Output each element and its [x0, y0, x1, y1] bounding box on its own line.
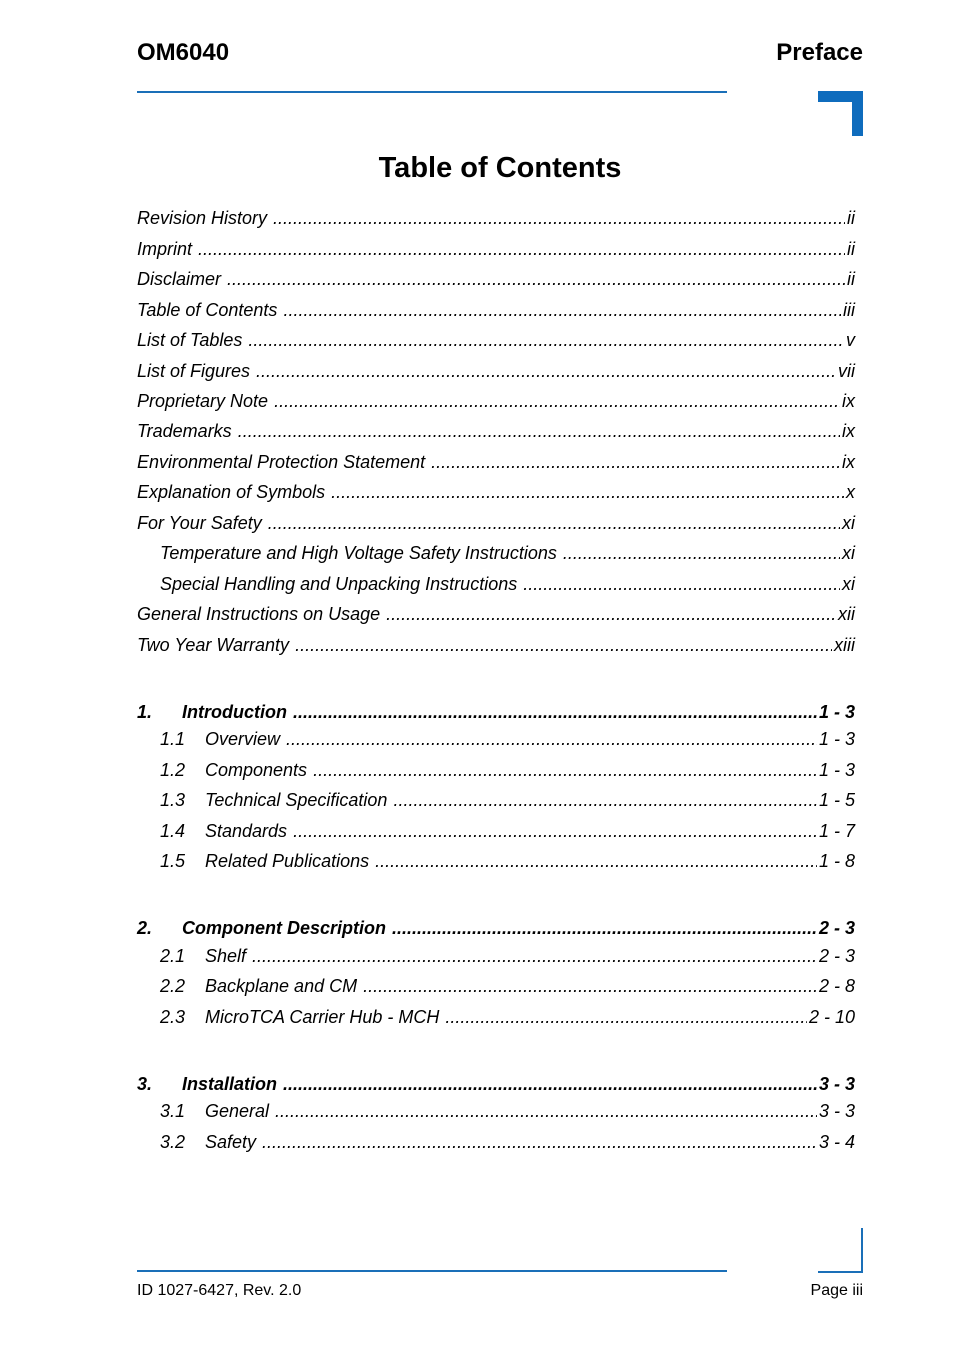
toc-entry-label: General: [205, 1101, 270, 1121]
toc-entry-label: For Your Safety: [137, 513, 262, 533]
toc-dot-leader: [375, 849, 817, 873]
toc-entry-number: 2.3: [160, 1007, 186, 1027]
toc-entry-page: xiii: [834, 635, 855, 655]
toc-entry-label: Safety: [205, 1132, 257, 1152]
toc-entry-label: Two Year Warranty: [137, 635, 290, 655]
toc-entry-label: Revision History: [137, 208, 268, 228]
toc-entry-label: Explanation of Symbols: [137, 482, 326, 502]
toc-dot-leader: [252, 944, 817, 968]
toc-entry-page: 2 - 3: [818, 946, 855, 966]
toc-entry-label: List of Tables: [137, 330, 243, 350]
toc-chapter-entry[interactable]: [137, 1072, 855, 1096]
toc-entry-page: xi: [842, 574, 855, 594]
toc-dot-leader: [273, 206, 845, 230]
toc-dot-leader: [523, 572, 840, 596]
toc-entry-number: 1.2: [160, 760, 186, 780]
corner-mark-top: [818, 91, 863, 136]
toc-entry[interactable]: [137, 541, 855, 565]
toc-section-entry[interactable]: [137, 1005, 855, 1029]
toc-section-entry[interactable]: [137, 1099, 855, 1123]
toc-entry[interactable]: [137, 480, 855, 504]
toc-entry-page: 2 - 8: [818, 976, 855, 996]
toc-entry-page: ix: [842, 421, 855, 441]
toc-entry-label: Imprint: [137, 239, 193, 259]
toc-entry-number: 1.5: [160, 851, 186, 871]
toc-entry[interactable]: [137, 267, 855, 291]
toc-entry-number: 1.: [137, 702, 153, 722]
toc-chapter-entry[interactable]: [137, 916, 855, 940]
header-section-name: Preface: [776, 39, 863, 66]
toc-entry[interactable]: [137, 450, 855, 474]
toc-entry[interactable]: [137, 572, 855, 596]
toc-dot-leader: [274, 389, 840, 413]
toc-entry-label: Table of Contents: [137, 300, 278, 320]
toc-entry-page: iii: [843, 300, 855, 320]
toc-section-entry[interactable]: [137, 819, 855, 843]
toc-entry-label: List of Figures: [137, 361, 251, 381]
toc-chapter-entry[interactable]: [137, 700, 855, 724]
toc-entry-number: 1.4: [160, 821, 186, 841]
toc-entry-page: v: [846, 330, 855, 350]
toc-entry-label: Disclaimer: [137, 269, 222, 289]
header-rule: [137, 91, 727, 93]
toc-entry-page: xi: [842, 513, 855, 533]
toc-entry-page: 1 - 3: [818, 760, 855, 780]
toc-dot-leader: [283, 1072, 817, 1096]
toc-entry-label: Proprietary Note: [137, 391, 269, 411]
toc-entry-page: x: [846, 482, 855, 502]
toc-entry-label: Introduction: [182, 702, 287, 722]
toc-entry-page: 3 - 4: [818, 1132, 855, 1152]
toc-entry[interactable]: [137, 359, 855, 383]
toc-entry-label: Installation: [182, 1074, 278, 1094]
toc-entry-page: xi: [842, 543, 855, 563]
toc-dot-leader: [331, 480, 844, 504]
toc-dot-leader: [392, 916, 817, 940]
toc-dot-leader: [248, 328, 844, 352]
toc-dot-leader: [256, 359, 836, 383]
toc-entry-label: Technical Specification: [205, 790, 388, 810]
toc-entry-page: 2 - 3: [818, 918, 855, 938]
toc-entry[interactable]: [137, 328, 855, 352]
toc-dot-leader: [445, 1005, 807, 1029]
toc-entry-number: 2.1: [160, 946, 186, 966]
toc-entry-number: 2.2: [160, 976, 186, 996]
toc-entry-page: 1 - 8: [818, 851, 855, 871]
toc-dot-leader: [238, 419, 840, 443]
toc-entry-label: Temperature and High Voltage Safety Instructions: [160, 543, 557, 563]
toc-section-entry[interactable]: [137, 727, 855, 751]
toc-entry-number: 1.3: [160, 790, 186, 810]
toc-entry-label: Backplane and CM: [205, 976, 358, 996]
toc-entry-label: Environmental Protection Statement: [137, 452, 426, 472]
toc-entry-page: 3 - 3: [818, 1074, 855, 1094]
toc-dot-leader: [295, 633, 832, 657]
toc-dot-leader: [393, 788, 817, 812]
toc-section-entry[interactable]: [137, 944, 855, 968]
toc-entry-page: 1 - 3: [818, 729, 855, 749]
toc-entry-number: 3.: [137, 1074, 153, 1094]
toc-entry[interactable]: [137, 206, 855, 230]
toc-dot-leader: [363, 974, 817, 998]
toc-entry-label: Overview: [205, 729, 281, 749]
toc-entry-label: General Instructions on Usage: [137, 604, 381, 624]
corner-mark-bottom: [818, 1228, 863, 1273]
toc-dot-leader: [293, 819, 817, 843]
toc-entry-page: ii: [847, 239, 855, 259]
toc-dot-leader: [262, 1130, 817, 1154]
toc-dot-leader: [198, 237, 845, 261]
toc-entry-page: 2 - 10: [808, 1007, 855, 1027]
toc-dot-leader: [283, 298, 841, 322]
toc-entry-page: 3 - 3: [818, 1101, 855, 1121]
toc-entry-label: Component Description: [182, 918, 387, 938]
toc-entry[interactable]: [137, 511, 855, 535]
toc-entry-page: xii: [838, 604, 855, 624]
toc-dot-leader: [293, 700, 817, 724]
toc-entry[interactable]: [137, 237, 855, 261]
footer-document-id: ID 1027-6427, Rev. 2.0: [137, 1282, 302, 1299]
toc-dot-leader: [286, 727, 817, 751]
toc-dot-leader: [275, 1099, 817, 1123]
toc-entry[interactable]: [137, 633, 855, 657]
toc-entry-label: Components: [205, 760, 308, 780]
toc-dot-leader: [386, 602, 836, 626]
toc-entry-label: Trademarks: [137, 421, 232, 441]
toc-section-entry[interactable]: [137, 849, 855, 873]
toc-entry[interactable]: [137, 602, 855, 626]
toc-section-entry[interactable]: [137, 788, 855, 812]
toc-dot-leader: [313, 758, 817, 782]
toc-entry-page: ii: [847, 208, 855, 228]
toc-entry-label: Related Publications: [205, 851, 370, 871]
toc-entry-page: ii: [847, 269, 855, 289]
toc-dot-leader: [268, 511, 840, 535]
toc-entry[interactable]: [137, 389, 855, 413]
toc-entry[interactable]: [137, 298, 855, 322]
toc-entry-page: 1 - 3: [818, 702, 855, 722]
toc-entry-page: vii: [838, 361, 855, 381]
header-product-name: OM6040: [137, 39, 230, 66]
footer-rule: [137, 1270, 727, 1272]
toc-entry[interactable]: [137, 419, 855, 443]
toc-entry-number: 1.1: [160, 729, 186, 749]
toc-entry-page: ix: [842, 452, 855, 472]
toc-entry-number: 3.1: [160, 1101, 186, 1121]
toc-dot-leader: [227, 267, 845, 291]
toc-dot-leader: [563, 541, 840, 565]
toc-dot-leader: [431, 450, 840, 474]
toc-entry-number: 3.2: [160, 1132, 186, 1152]
toc-entry-page: ix: [842, 391, 855, 411]
toc-section-entry[interactable]: [137, 974, 855, 998]
toc-entry-label: Special Handling and Unpacking Instructions: [160, 574, 518, 594]
toc-entry-label: Shelf: [205, 946, 247, 966]
toc-section-entry[interactable]: [137, 758, 855, 782]
toc-entry-label: MicroTCA Carrier Hub - MCH: [205, 1007, 440, 1027]
toc-entry-page: 1 - 7: [818, 821, 855, 841]
page-title: Table of Contents: [378, 152, 622, 184]
toc-entry-number: 2.: [137, 918, 153, 938]
toc-section-entry[interactable]: [137, 1130, 855, 1154]
toc-entry-label: Standards: [205, 821, 288, 841]
footer-page-number: Page iii: [810, 1282, 863, 1299]
toc-entry-page: 1 - 5: [818, 790, 855, 810]
